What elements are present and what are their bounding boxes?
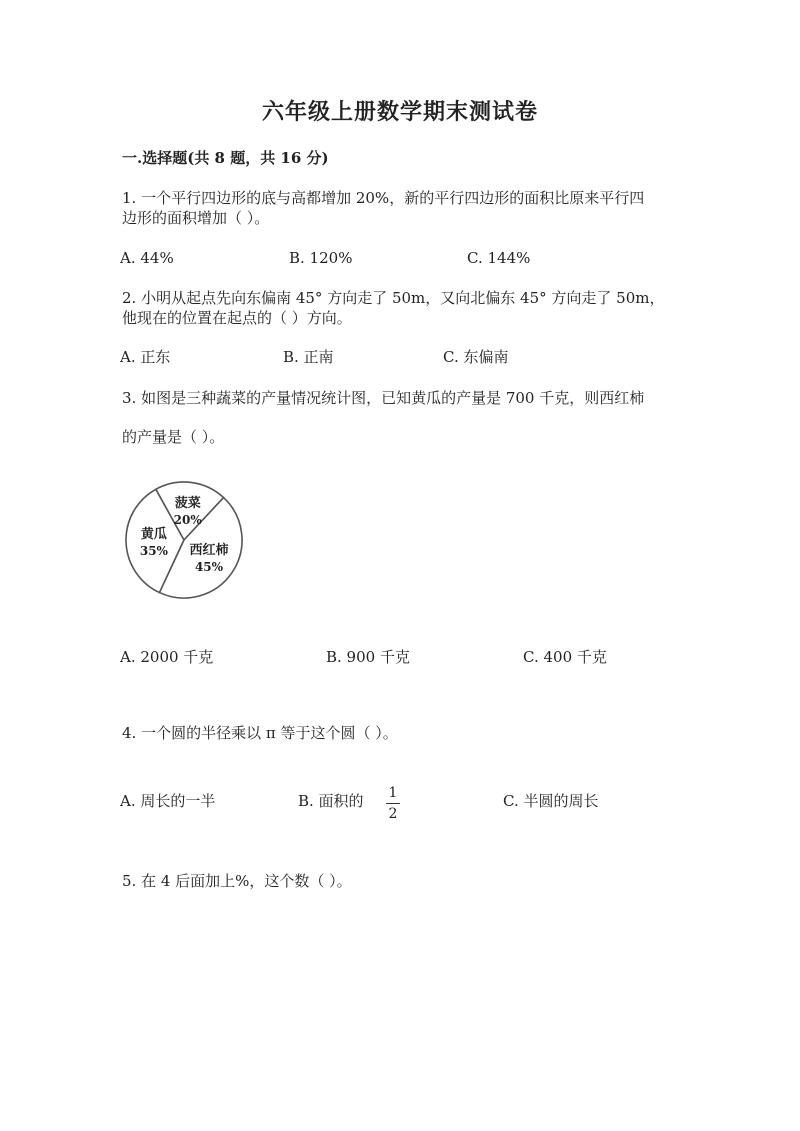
section-heading: 一.选择题(共 8 题，共 16 分) [122, 149, 329, 167]
question-3-line-1: 3. 如图是三种蔬菜的产量情况统计图，已知黄瓜的产量是 700 千克，则西红柿 [122, 389, 645, 407]
question-1-line-1: 1. 一个平行四边形的底与高都增加 20%，新的平行四边形的面积比原来平行四 [122, 189, 645, 207]
fraction-one-half [384, 786, 402, 821]
page-title: 六年级上册数学期末测试卷 [261, 99, 538, 125]
fraction-numerator: 1 [388, 785, 398, 801]
question-4-option-a[interactable]: A. 周长的一半 [120, 792, 216, 810]
pie-slice-value-label: 35% [139, 544, 168, 559]
question-2-option-a[interactable]: A. 正东 [120, 348, 171, 366]
pie-slice-label: 黄瓜 [140, 527, 167, 543]
question-1-option-b[interactable]: B. 120% [289, 249, 353, 267]
pie-slice-value-label: 20% [173, 513, 202, 528]
pie-slice-value-label: 45% [194, 559, 224, 574]
question-2-line-1: 2. 小明从起点先向东偏南 45° 方向走了 50m，又向北偏东 45° 方向走了 50m， [122, 289, 665, 307]
fraction-bar [386, 803, 400, 804]
question-3-option-c[interactable]: C. 400 千克 [523, 648, 607, 666]
pie-slice-label: 菠菜 [174, 496, 201, 512]
question-2-line-2: 他现在的位置在起点的（ ）方向。 [122, 309, 352, 327]
question-2-option-c[interactable]: C. 东偏南 [443, 348, 509, 366]
question-1-option-c[interactable]: C. 144% [467, 249, 531, 267]
question-4-option-c[interactable]: C. 半圆的周长 [503, 792, 599, 810]
pie-slice-label: 西红柿 [189, 542, 229, 558]
question-3-line-2: 的产量是（ ）。 [122, 428, 225, 446]
question-1-line-2: 边形的面积增加（ ）。 [122, 209, 270, 227]
question-3-option-b[interactable]: B. 900 千克 [326, 648, 410, 666]
fraction-denominator: 2 [388, 806, 398, 822]
question-3-option-a[interactable]: A. 2000 千克 [120, 648, 214, 666]
question-4-line-1: 4. 一个圆的半径乘以 π 等于这个圆（ ）。 [122, 724, 398, 742]
pie-chart [118, 478, 250, 604]
question-5-line-1: 5. 在 4 后面加上%，这个数（ ）。 [122, 872, 352, 890]
question-2-option-b[interactable]: B. 正南 [283, 348, 334, 366]
question-4-option-b[interactable]: B. 面积的 [298, 792, 364, 810]
question-1-option-a[interactable]: A. 44% [120, 249, 174, 267]
